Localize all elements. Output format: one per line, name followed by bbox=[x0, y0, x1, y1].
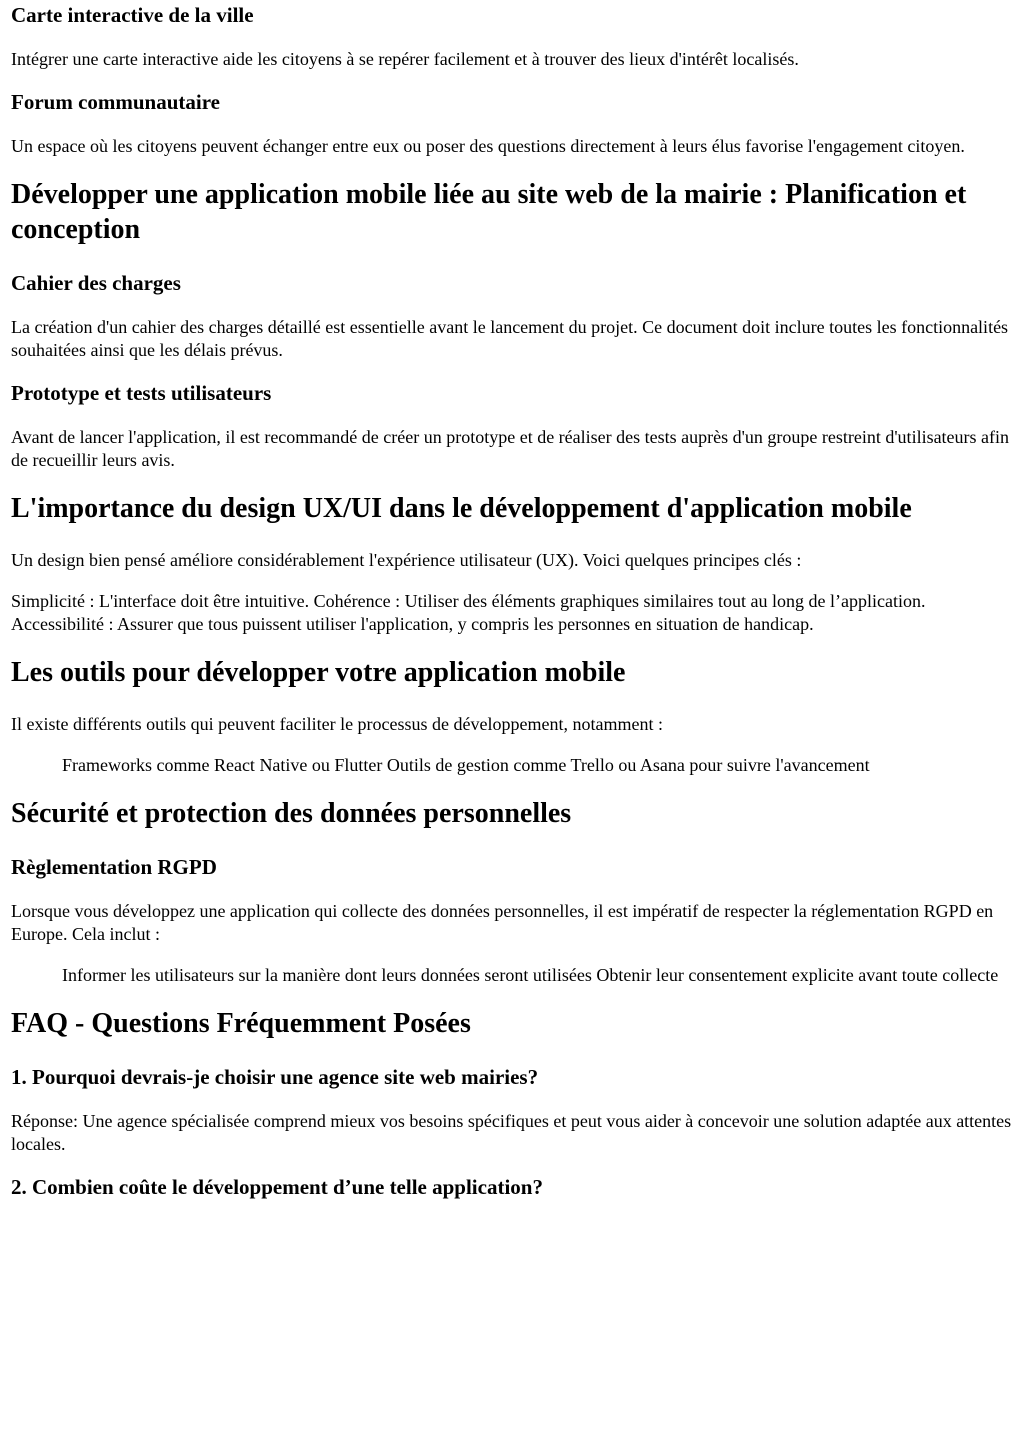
heading-prototype: Prototype et tests utilisateurs bbox=[11, 381, 272, 405]
heading-faq: FAQ - Questions Fréquemment Posées bbox=[11, 1008, 471, 1039]
paragraph-rgpd: Lorsque vous développez une application qui collecte des données personnelles, il est impératif de respecter la réglementation RGPD en Europe. Cela inclut : bbox=[11, 901, 994, 944]
heading-securite: Sécurité et protection des données personnelles bbox=[11, 798, 572, 829]
heading-developper-application: Développer une application mobile liée au site web de la mairie : Planification et conception bbox=[11, 179, 967, 245]
heading-design-ux-ui: L'importance du design UX/UI dans le développement d'application mobile bbox=[11, 493, 912, 524]
faq-answer-1: Réponse: Une agence spécialisée comprend mieux vos besoins spécifiques et peut vous aider à concevoir une solution adaptée aux attentes locales. bbox=[11, 1111, 1012, 1154]
heading-forum: Forum communautaire bbox=[11, 90, 221, 114]
heading-carte-interactive: Carte interactive de la ville bbox=[11, 3, 254, 27]
heading-outils: Les outils pour développer votre application mobile bbox=[11, 657, 626, 688]
paragraph-design-principles: Simplicité : L'interface doit être intuitive. Cohérence : Utiliser des éléments graphiques similaires tout au long de l’application. Accessibilité : Assurer que tous puissent utiliser l'application, y compris les personnes en situation de handicap. bbox=[11, 591, 926, 634]
faq-question-1: 1. Pourquoi devrais-je choisir une agence site web mairies? bbox=[11, 1065, 539, 1089]
paragraph-outils-intro: Il existe différents outils qui peuvent faciliter le processus de développement, notamment : bbox=[11, 714, 663, 734]
paragraph-cahier-des-charges: La création d'un cahier des charges détaillé est essentielle avant le lancement du projet. Ce document doit inclure toutes les fonctionnalités souhaitées ainsi que les délais prévus. bbox=[11, 317, 1009, 360]
paragraph-prototype: Avant de lancer l'application, il est recommandé de créer un prototype et de réaliser des tests auprès d'un groupe restreint d'utilisateurs afin de recueillir leurs avis. bbox=[11, 427, 1010, 470]
paragraph-carte-interactive: Intégrer une carte interactive aide les citoyens à se repérer facilement et à trouver des lieux d'intérêt localisés. bbox=[11, 49, 799, 69]
paragraph-design-intro: Un design bien pensé améliore considérablement l'expérience utilisateur (UX). Voici quelques principes clés : bbox=[11, 550, 802, 570]
rgpd-list: Informer les utilisateurs sur la manière dont leurs données seront utilisées Obtenir leur consentement explicite avant toute collecte bbox=[62, 965, 999, 985]
heading-rgpd: Règlementation RGPD bbox=[11, 855, 217, 879]
paragraph-forum: Un espace où les citoyens peuvent échanger entre eux ou poser des questions directement à leurs élus favorise l'engagement citoyen. bbox=[11, 136, 965, 156]
heading-cahier-des-charges: Cahier des charges bbox=[11, 271, 181, 295]
outils-list: Frameworks comme React Native ou Flutter Outils de gestion comme Trello ou Asana pour suivre l'avancement bbox=[62, 755, 870, 775]
faq-question-2: 2. Combien coûte le développement d’une telle application? bbox=[11, 1175, 543, 1199]
